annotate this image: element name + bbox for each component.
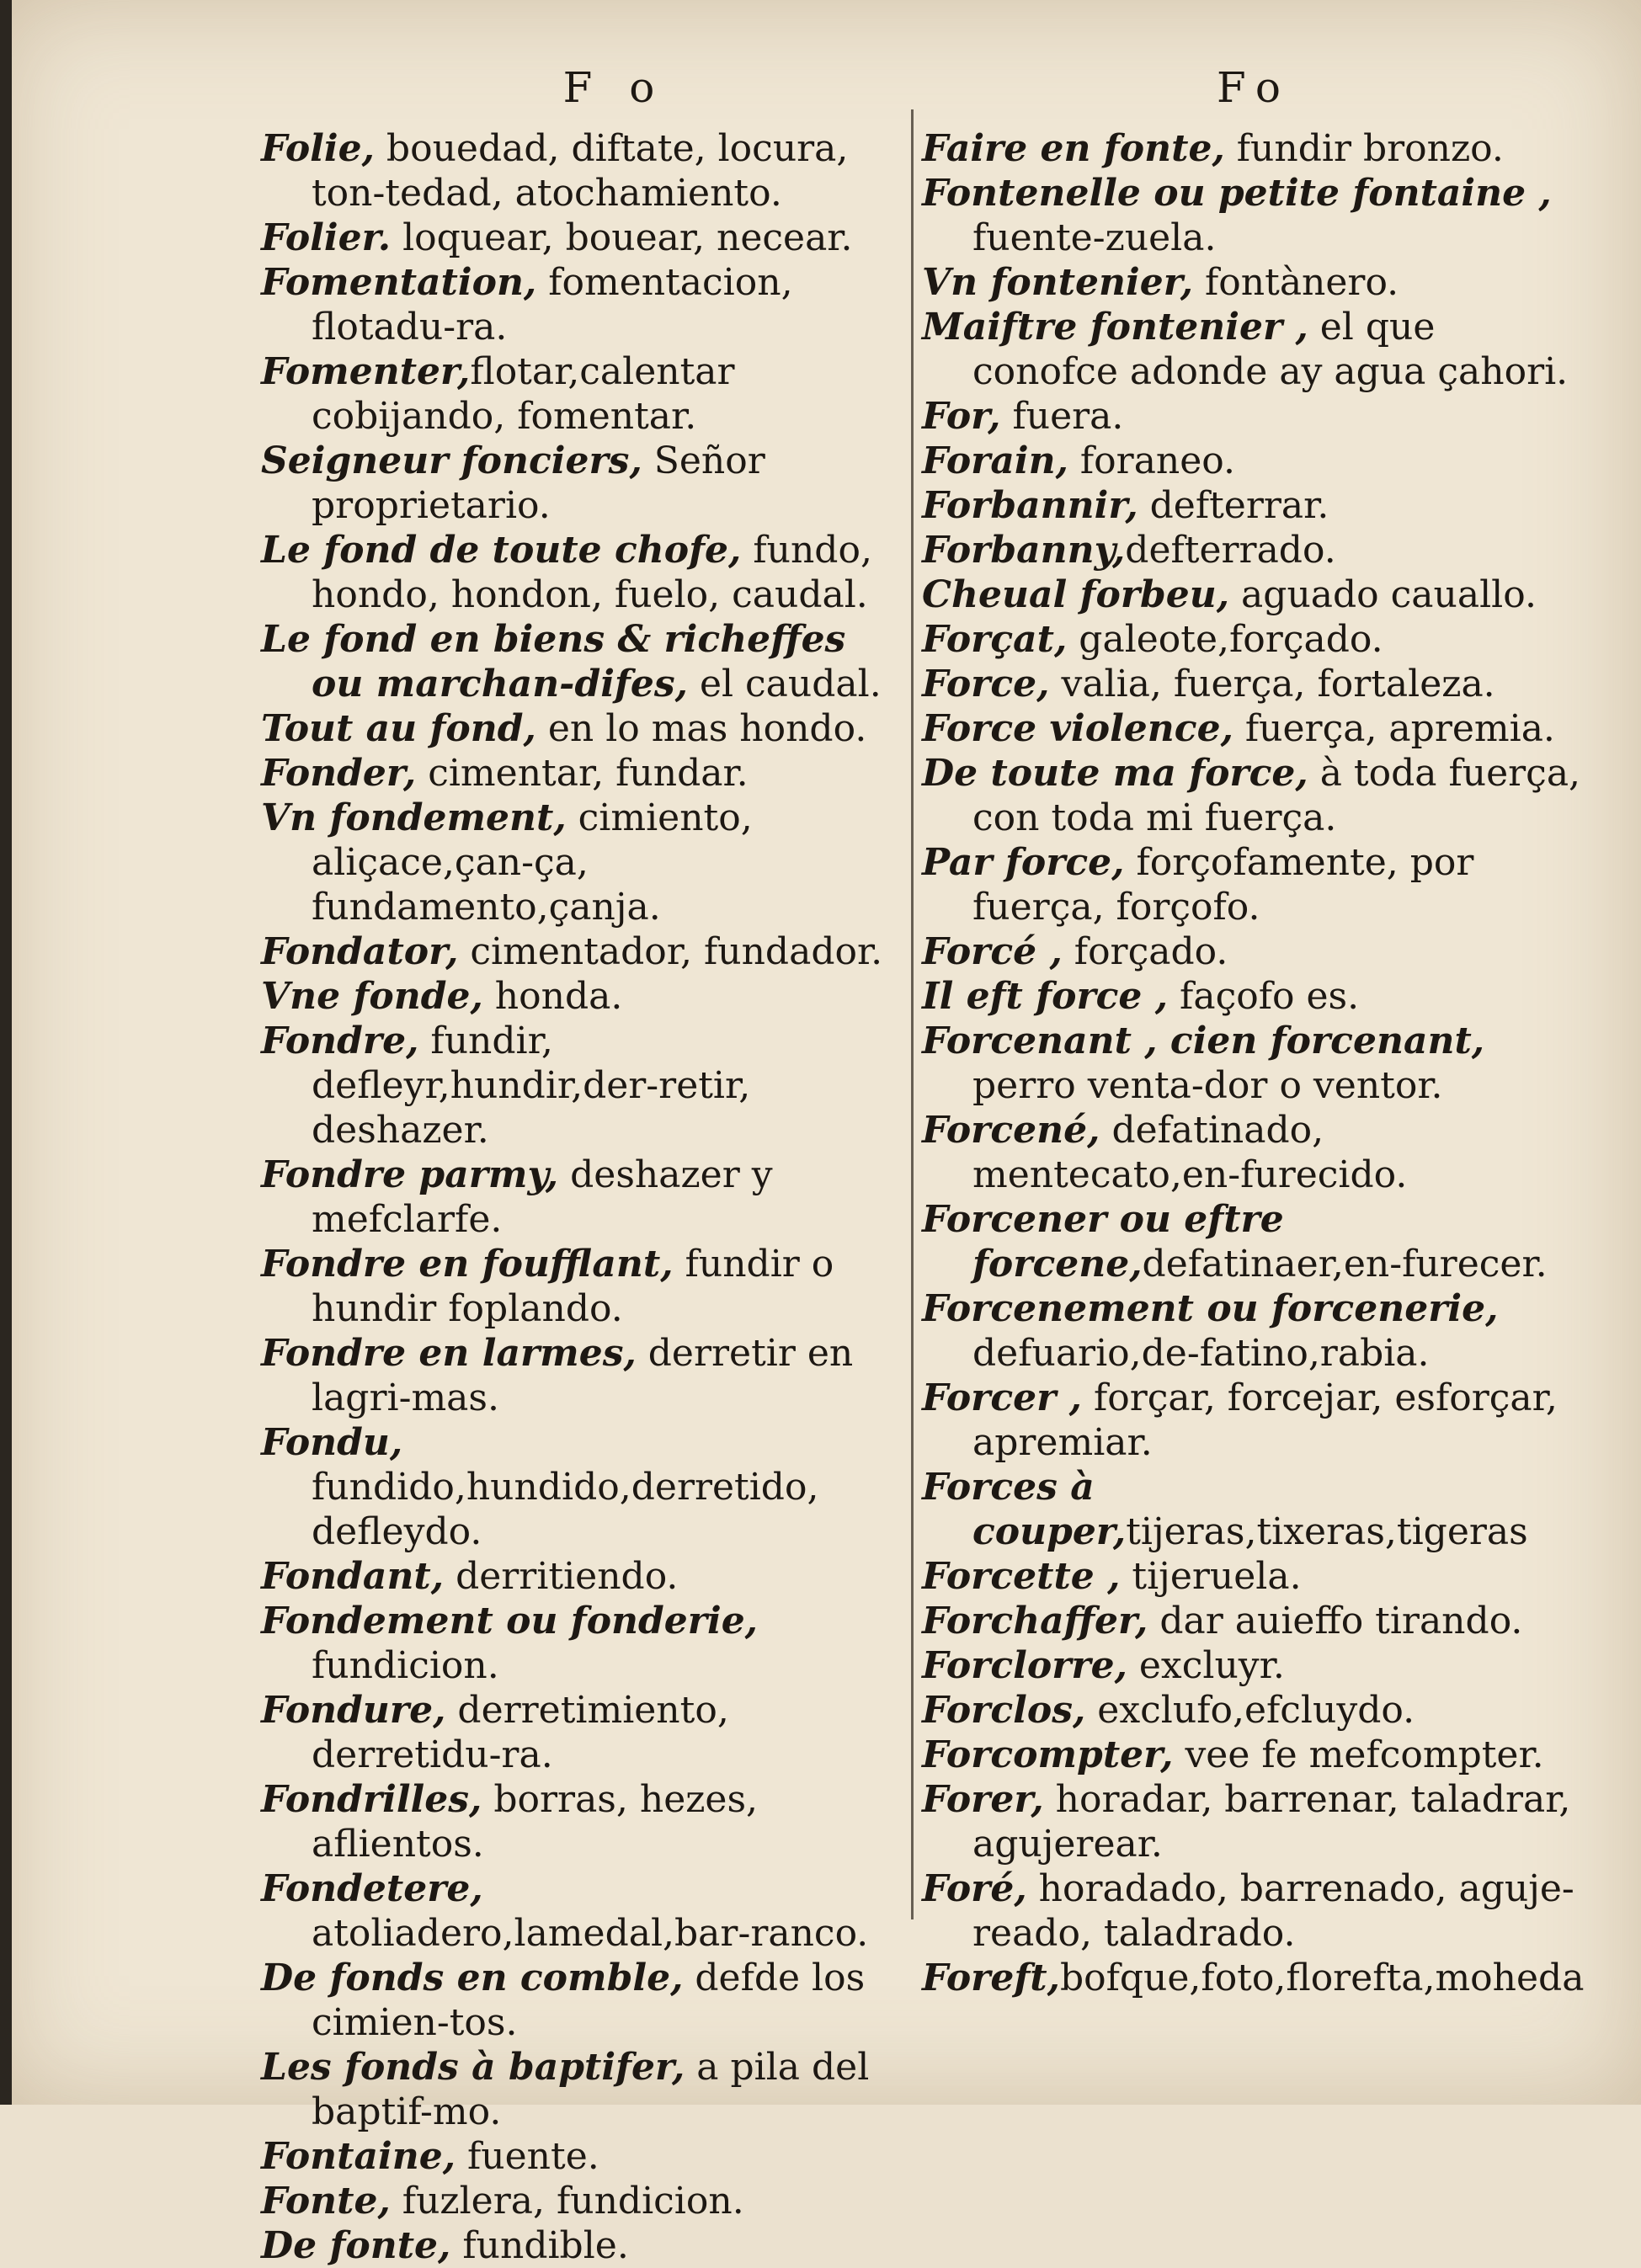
dictionary-entry	[261, 796, 901, 929]
entry-headword: Fomenter,	[261, 350, 471, 393]
entry-definition: fuente.	[456, 2135, 599, 2178]
entry-headword: De fonte,	[261, 2224, 451, 2267]
dictionary-entry	[922, 1688, 1587, 1733]
entry-definition: derretimiento, derretidu-ra.	[312, 1689, 729, 1776]
entry-headword: Fondre en foufflant,	[261, 1243, 674, 1286]
dictionary-entry	[261, 260, 901, 349]
dictionary-entry	[922, 528, 1587, 572]
dictionary-entry	[261, 1242, 901, 1331]
entry-definition: valia, fuerça, fortaleza.	[1049, 663, 1495, 705]
entry-definition: flotar,calentar cobijando, fomentar.	[312, 350, 735, 438]
dictionary-entry	[261, 1956, 901, 2045]
entry-headword: Fontaine,	[261, 2135, 456, 2178]
entry-definition: Señor proprietario.	[312, 439, 765, 527]
entry-headword: Force violence,	[922, 707, 1233, 750]
entry-headword: Forclos,	[922, 1689, 1086, 1732]
entry-definition: aguado cauallo.	[1229, 573, 1537, 616]
dictionary-entry	[261, 974, 901, 1019]
entry-definition: cimiento, aliçace,çan-ça, fundamento,çanja.	[312, 796, 753, 929]
entry-definition: cimentador, fundador.	[458, 930, 883, 973]
entry-headword: Forçat,	[922, 618, 1068, 661]
entry-headword: De toute ma force,	[922, 752, 1308, 795]
entry-headword: Force,	[922, 663, 1050, 705]
entry-definition: loquear, bouear, necear.	[391, 216, 853, 259]
dictionary-entry	[922, 617, 1587, 662]
entry-headword: Fondetere,	[261, 1867, 483, 1910]
dictionary-entry	[261, 2045, 901, 2134]
entry-headword: Fondator,	[261, 930, 459, 973]
dictionary-entry	[922, 706, 1587, 751]
entry-definition: derritiendo.	[444, 1555, 679, 1598]
dictionary-entry	[922, 483, 1587, 528]
dictionary-entry	[922, 1019, 1587, 1108]
dictionary-entry	[922, 1376, 1587, 1465]
dictionary-entry	[922, 260, 1587, 305]
entry-headword: Maiftre fontenier ,	[922, 306, 1308, 349]
entry-headword: Vn fondement,	[261, 796, 567, 839]
entry-headword: Forain,	[922, 439, 1068, 482]
dictionary-entry	[261, 349, 901, 439]
entry-definition: fundir, defleyr,hundir,der-retir, deshazer.	[312, 1020, 751, 1152]
right-entry-list	[922, 126, 1587, 2000]
entry-headword: Fondu,	[261, 1421, 403, 1464]
entry-headword: De fonds en comble,	[261, 1957, 684, 1999]
entry-headword: Fontenelle ou petite fontaine ,	[922, 172, 1552, 215]
entry-headword: Forclorre,	[922, 1644, 1127, 1687]
dictionary-entry	[922, 126, 1587, 171]
entry-definition: excluyr.	[1127, 1644, 1285, 1687]
entry-headword: Fondre parmy,	[261, 1153, 559, 1196]
entry-definition: bofque,foto,florefta,moheda	[1059, 1957, 1585, 1999]
entry-definition: horadar, barrenar, taladrar, agujerear.	[972, 1778, 1571, 1866]
entry-definition: fundir bronzo.	[1224, 127, 1504, 170]
dictionary-entry	[922, 171, 1587, 260]
entry-definition: dar auieffo tirando.	[1148, 1600, 1523, 1642]
dictionary-entry	[922, 1108, 1587, 1197]
left-running-header: F o	[562, 63, 667, 112]
dictionary-entry	[922, 1554, 1587, 1599]
entry-definition: fundo, hondo, hondon, fuelo, caudal.	[312, 529, 872, 616]
dictionary-entry	[261, 1153, 901, 1242]
entry-definition: defuario,de-fatino,rabia.	[972, 1332, 1430, 1375]
entry-headword: Les fonds à baptifer,	[261, 2046, 685, 2089]
entry-definition: fundido,hundido,derretido, defleydo.	[312, 1466, 819, 1553]
dictionary-entry	[261, 216, 901, 260]
dictionary-entry	[922, 1866, 1587, 1956]
entry-headword: Forcenement ou forcenerie,	[922, 1287, 1499, 1330]
right-running-header: Fo	[1216, 63, 1293, 112]
entry-definition: fomentacion, flotadu-ra.	[312, 261, 793, 349]
entry-definition: fundicion.	[312, 1644, 499, 1687]
dictionary-entry	[922, 394, 1587, 439]
dictionary-entry	[922, 1465, 1587, 1554]
entry-headword: Forer,	[922, 1778, 1044, 1821]
entry-headword: Fomentation,	[261, 261, 537, 304]
dictionary-entry	[261, 1688, 901, 1777]
entry-definition: fontànero.	[1193, 261, 1399, 304]
dictionary-entry	[261, 1331, 901, 1420]
dictionary-entry	[922, 1599, 1587, 1643]
entry-headword: Fondant,	[261, 1555, 445, 1598]
entry-definition: tijeras,tixeras,tigeras	[1126, 1510, 1528, 1553]
left-column	[236, 59, 901, 2268]
entry-definition: fundible.	[450, 2224, 629, 2267]
entry-headword: Fonder,	[261, 752, 417, 795]
entry-definition: à toda fuerça, con toda mi fuerça.	[972, 752, 1581, 839]
entry-headword: Fondure,	[261, 1689, 446, 1732]
dictionary-entry	[261, 706, 901, 751]
entry-definition: el que conofce adonde ay agua çahori.	[972, 306, 1569, 393]
dictionary-entry	[922, 662, 1587, 706]
entry-headword: Forcer ,	[922, 1376, 1082, 1419]
entry-definition: forçar, forcejar, esforçar, apremiar.	[972, 1376, 1558, 1464]
entry-headword: Forces à couper,	[922, 1466, 1127, 1553]
entry-definition: bouedad, diftate, locura, ton-tedad, atochamiento.	[312, 127, 849, 215]
entry-definition: forçado.	[1062, 930, 1228, 973]
entry-headword: Forcé ,	[922, 930, 1063, 973]
entry-headword: Par force,	[922, 841, 1125, 884]
entry-headword: Vne fonde,	[261, 975, 483, 1018]
entry-definition: perro venta-dor o ventor.	[972, 1064, 1443, 1107]
dictionary-entry	[261, 2179, 901, 2223]
entry-definition: façofo es.	[1168, 975, 1360, 1018]
entry-headword: Forcener ou eftre forcene,	[922, 1198, 1284, 1286]
entry-definition: deshazer y mefclarfe.	[312, 1153, 773, 1241]
dictionary-entry	[922, 929, 1587, 974]
dictionary-entry	[922, 1956, 1587, 2000]
entry-definition: defterrado.	[1125, 529, 1336, 572]
entry-definition: derretir en lagri-mas.	[312, 1332, 854, 1419]
dictionary-entry	[922, 305, 1587, 394]
entry-headword: Fondrilles,	[261, 1778, 482, 1821]
entry-definition: foraneo.	[1068, 439, 1236, 482]
entry-headword: Faire en fonte,	[922, 127, 1225, 170]
entry-definition: vee fe mefcompter.	[1173, 1733, 1544, 1776]
entry-headword: Il eft force ,	[922, 975, 1169, 1018]
page-edge	[0, 0, 12, 2105]
entry-definition: exclufo,efcluydo.	[1085, 1689, 1415, 1732]
entry-definition: horadado, barrenado, aguje-reado, taladrado.	[972, 1867, 1574, 1955]
dictionary-entry	[261, 751, 901, 796]
entry-headword: Le fond de toute chofe,	[261, 529, 742, 572]
entry-definition: en lo mas hondo.	[535, 707, 867, 750]
entry-definition: fuente-zuela.	[972, 216, 1217, 259]
dictionary-entry	[261, 1599, 901, 1688]
entry-definition: defterrar.	[1138, 484, 1329, 527]
entry-headword: Forcené,	[922, 1109, 1100, 1152]
dictionary-entry	[261, 2134, 901, 2179]
entry-definition: cimentar, fundar.	[416, 752, 749, 795]
entry-headword: Folier.	[261, 216, 392, 259]
entry-definition: fundir o hundir foplando.	[312, 1243, 834, 1330]
entry-headword: Fondement ou fonderie,	[261, 1600, 759, 1642]
entry-definition: borras, hezes, aflientos.	[312, 1778, 759, 1866]
dictionary-entry	[261, 1554, 901, 1599]
entry-headword: Forcompter,	[922, 1733, 1174, 1776]
entry-headword: Folie,	[261, 127, 375, 170]
entry-headword: Seigneur fonciers,	[261, 439, 642, 482]
dictionary-entry	[922, 439, 1587, 483]
entry-headword: Foré,	[922, 1867, 1027, 1910]
entry-definition: fuera.	[1000, 395, 1124, 438]
entry-definition: honda.	[482, 975, 623, 1018]
dictionary-entry	[261, 2223, 901, 2268]
dictionary-entry	[922, 572, 1587, 617]
right-column	[922, 59, 1587, 2000]
dictionary-entry	[261, 929, 901, 974]
left-entry-list	[236, 126, 901, 2268]
entry-headword: Fonte,	[261, 2180, 391, 2223]
dictionary-entry	[261, 1019, 901, 1153]
entry-headword: Forbanny,	[922, 529, 1126, 572]
dictionary-entry	[261, 617, 901, 706]
dictionary-entry	[922, 974, 1587, 1019]
dictionary-entry	[922, 1643, 1587, 1688]
entry-headword: Fondre en larmes,	[261, 1332, 637, 1375]
entry-definition: galeote,forçado.	[1067, 618, 1383, 661]
dictionary-entry	[922, 840, 1587, 929]
entry-headword: Forcenant , cien forcenant,	[922, 1020, 1485, 1062]
entry-headword: Forbannir,	[922, 484, 1138, 527]
dictionary-entry	[922, 1733, 1587, 1777]
entry-headword: For,	[922, 395, 1001, 438]
entry-headword: Fondre,	[261, 1020, 419, 1062]
entry-definition: atoliadero,lamedal,bar-ranco.	[312, 1912, 869, 1955]
entry-definition: fuzlera, fundicion.	[390, 2180, 744, 2223]
dictionary-entry	[922, 751, 1587, 840]
entry-headword: Foreft,	[922, 1957, 1060, 1999]
dictionary-entry	[922, 1777, 1587, 1866]
entry-headword: Forcette ,	[922, 1555, 1121, 1598]
entry-definition: defde los cimien-tos.	[312, 1957, 866, 2044]
entry-headword: Vn fontenier,	[922, 261, 1194, 304]
dictionary-entry	[922, 1286, 1587, 1376]
dictionary-entry	[261, 1777, 901, 1866]
dictionary-entry	[261, 126, 901, 216]
entry-definition: el caudal.	[687, 663, 882, 705]
column-rule	[911, 109, 914, 1919]
dictionary-entry	[261, 439, 901, 528]
dictionary-entry	[261, 1866, 901, 1956]
entry-headword: Forchaffer,	[922, 1600, 1148, 1642]
entry-definition: forçofamente, por fuerça, forçofo.	[972, 841, 1474, 929]
entry-definition: tijeruela.	[1120, 1555, 1302, 1598]
dictionary-entry	[261, 1420, 901, 1554]
entry-definition: defatinaer,en-furecer.	[1142, 1243, 1548, 1286]
entry-definition: defatinado, mentecato,en-furecido.	[972, 1109, 1408, 1196]
entry-headword: Le fond en biens & richeffes ou marchan-difes,	[261, 618, 846, 705]
entry-definition: fuerça, apremia.	[1233, 707, 1555, 750]
dictionary-entry	[261, 528, 901, 617]
entry-headword: Cheual forbeu,	[922, 573, 1230, 616]
entry-headword: Tout au fond,	[261, 707, 536, 750]
entry-definition: a pila del baptif-mo.	[312, 2046, 870, 2133]
dictionary-entry	[922, 1197, 1587, 1286]
